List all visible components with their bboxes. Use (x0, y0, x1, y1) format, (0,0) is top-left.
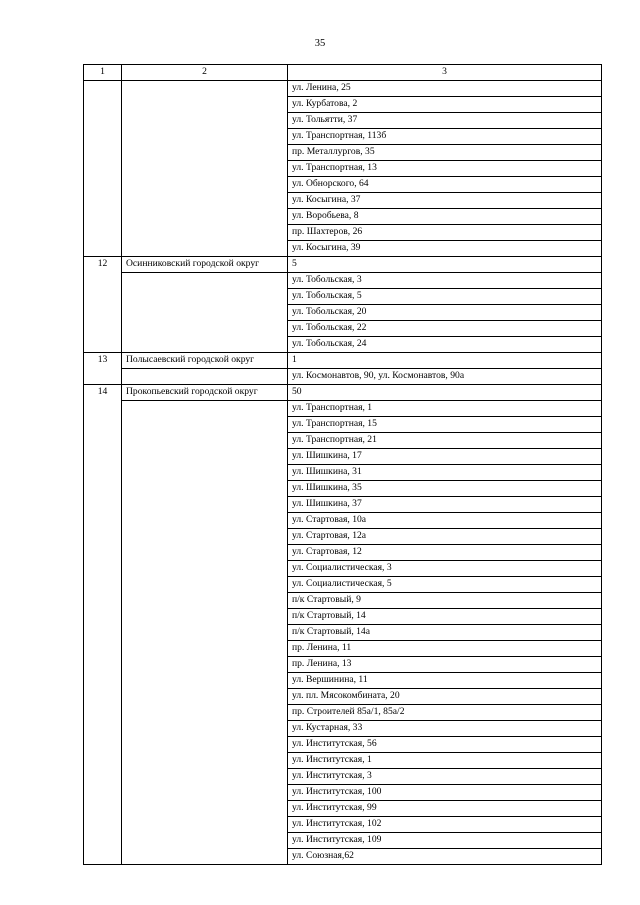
address-cell: ул. Транспортная, 113б (288, 129, 602, 145)
address-cell: ул. Тобольская, 24 (288, 337, 602, 353)
address-cell: ул. Кустарная, 33 (288, 721, 602, 737)
header-col-3: 3 (288, 65, 602, 81)
address-cell: пр. Строителей 85а/1, 85а/2 (288, 705, 602, 721)
district-name (122, 81, 288, 257)
address-cell: ул. Стартовая, 12 (288, 545, 602, 561)
table-header-row (84, 65, 602, 81)
address-cell: ул. Тобольская, 5 (288, 289, 602, 305)
address-row (84, 81, 602, 97)
address-cell: п/к Стартовый, 14а (288, 625, 602, 641)
page-number: 35 (314, 38, 326, 49)
address-row (84, 369, 602, 385)
address-cell: пр. Металлургов, 35 (288, 145, 602, 161)
address-cell: ул. Транспортная, 13 (288, 161, 602, 177)
district-row (84, 353, 602, 369)
district-count: 1 (288, 353, 602, 369)
district-name: Осинниковский городской округ (122, 257, 288, 273)
address-cell: ул. Шишкина, 37 (288, 497, 602, 513)
address-cell: ул. Вершинина, 11 (288, 673, 602, 689)
district-number: 13 (84, 353, 122, 385)
address-cell: ул. Институтская, 1 (288, 753, 602, 769)
address-cell: ул. Транспортная, 15 (288, 417, 602, 433)
address-row (84, 273, 602, 289)
address-cell: ул. Тобольская, 22 (288, 321, 602, 337)
district-row (84, 257, 602, 273)
address-cell: ул. Косыгина, 37 (288, 193, 602, 209)
address-cell: пр. Шахтеров, 26 (288, 225, 602, 241)
address-cell: пр. Ленина, 13 (288, 657, 602, 673)
district-name: Прокопьевский городской округ (122, 385, 288, 401)
address-cell: ул. Шишкина, 31 (288, 465, 602, 481)
district-count: 5 (288, 257, 602, 273)
address-cell: ул. Шишкина, 35 (288, 481, 602, 497)
district-number: 14 (84, 385, 122, 865)
address-cell: ул. Социалистическая, 5 (288, 577, 602, 593)
address-cell: ул. Обнорского, 64 (288, 177, 602, 193)
address-cell: ул. Ленина, 25 (288, 81, 602, 97)
address-cell: ул. Воробьева, 8 (288, 209, 602, 225)
address-cell: ул. Курбатова, 2 (288, 97, 602, 113)
address-cell: ул. Институтская, 99 (288, 801, 602, 817)
district-name-continuation (122, 401, 288, 865)
address-cell: ул. Транспортная, 21 (288, 433, 602, 449)
district-name: Полысаевский городской округ (122, 353, 288, 369)
table-body (84, 65, 602, 865)
address-cell: ул. пл. Мясокомбината, 20 (288, 689, 602, 705)
address-cell: ул. Институтская, 3 (288, 769, 602, 785)
address-cell: ул. Союзная,62 (288, 849, 602, 865)
header-col-2: 2 (122, 65, 288, 81)
address-cell: ул. Транспортная, 1 (288, 401, 602, 417)
header-col-1: 1 (84, 65, 122, 81)
address-cell: ул. Стартовая, 10а (288, 513, 602, 529)
address-cell: пр. Ленина, 11 (288, 641, 602, 657)
district-count: 50 (288, 385, 602, 401)
address-cell: ул. Институтская, 102 (288, 817, 602, 833)
address-cell: ул. Институтская, 109 (288, 833, 602, 849)
district-name-continuation (122, 273, 288, 353)
address-cell: ул. Тобольская, 20 (288, 305, 602, 321)
district-name-continuation (122, 369, 288, 385)
address-cell: ул. Шишкина, 17 (288, 449, 602, 465)
address-cell: ул. Тобольская, 3 (288, 273, 602, 289)
address-cell: ул. Стартовая, 12а (288, 529, 602, 545)
address-row (84, 401, 602, 417)
address-cell: ул. Социалистическая, 3 (288, 561, 602, 577)
district-row (84, 385, 602, 401)
district-number (84, 81, 122, 257)
district-number: 12 (84, 257, 122, 353)
address-cell: ул. Институтская, 56 (288, 737, 602, 753)
address-cell: ул. Космонавтов, 90, ул. Космонавтов, 90а (288, 369, 602, 385)
address-cell: ул. Институтская, 100 (288, 785, 602, 801)
addresses-table (83, 64, 602, 865)
address-cell: п/к Стартовый, 9 (288, 593, 602, 609)
address-cell: п/к Стартовый, 14 (288, 609, 602, 625)
address-cell: ул. Тольятти, 37 (288, 113, 602, 129)
address-cell: ул. Косыгина, 39 (288, 241, 602, 257)
